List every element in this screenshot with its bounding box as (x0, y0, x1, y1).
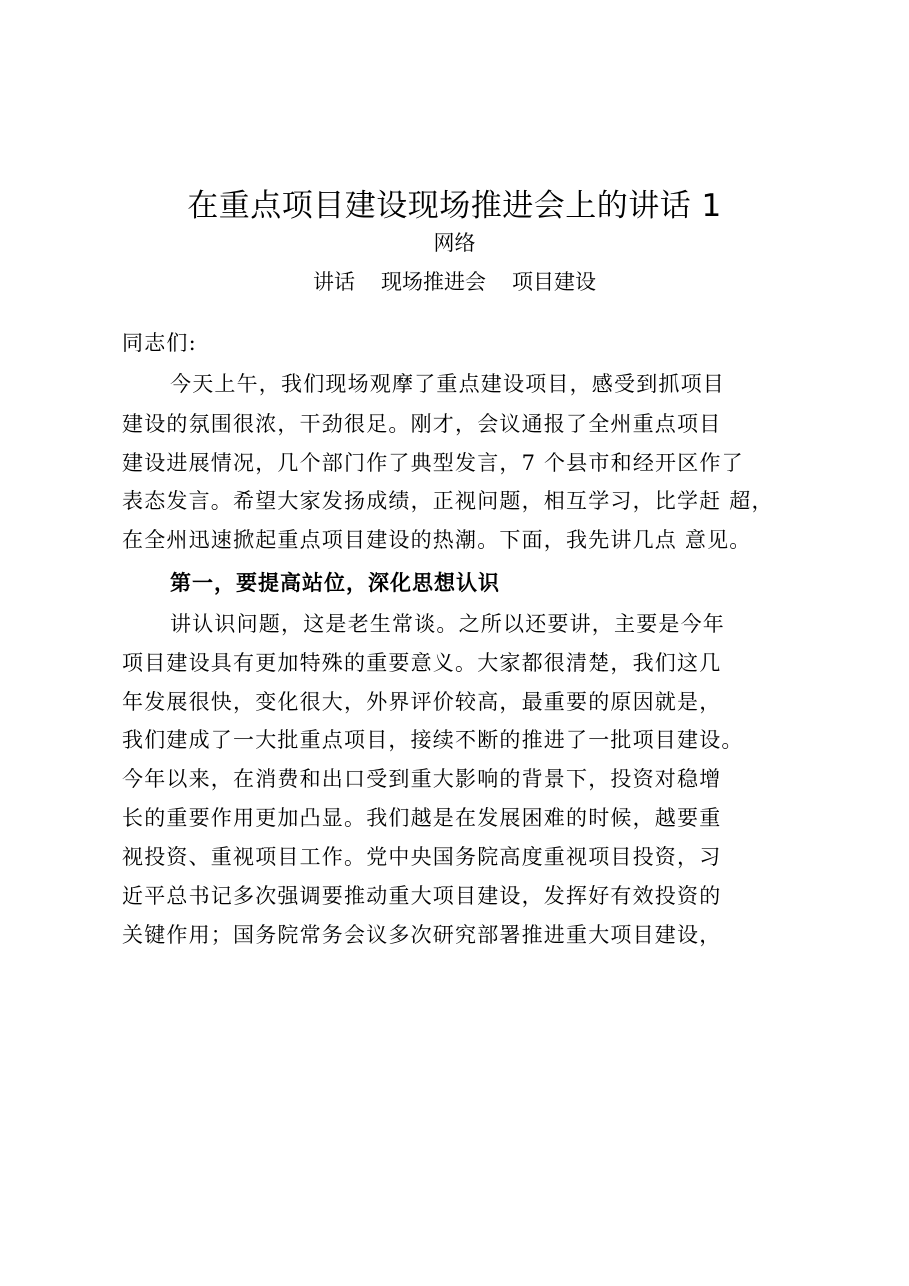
salutation: 同志们: (122, 331, 197, 355)
document-author: 网络 (433, 231, 476, 255)
paragraph-line: 表态发言。希望大家发扬成绩，正视问题，相互学习，比学赶 超， (122, 489, 774, 513)
keyword: 现场推进会 (381, 270, 486, 294)
document-body (122, 0, 812, 947)
paragraph-line: 长的重要作用更加凸显。我们越是在发展困难的时候，越要重 (122, 806, 722, 830)
section-heading: 第一，要提高站位，深化思想认识 (170, 570, 500, 595)
paragraph-line: 近平总书记多次强调要推动重大项目建设，发挥好有效投资的 (122, 884, 722, 908)
paragraph-line: 今年以来，在消费和出口受到重大影响的背景下，投资对稳增 (122, 767, 722, 791)
keyword: 讲话 (313, 270, 355, 294)
paragraph-line: 建设进展情况，几个部门作了典型发言，7 个县市和经开区作了 (122, 451, 744, 475)
paragraph-line: 在全州迅速掀起重点项目建设的热潮。下面，我先讲几点 意见。 (122, 528, 752, 552)
document-title: 在重点项目建设现场推进会上的讲话 1 (187, 188, 722, 224)
paragraph-line: 今天上午，我们现场观摩了重点建设项目，感受到抓项目 (170, 372, 725, 396)
paragraph-line: 我们建成了一大批重点项目，接续不断的推进了一批项目建设。 (122, 728, 744, 752)
paragraph-line: 年发展很快，变化很大，外界评价较高，最重要的原因就是， (122, 690, 722, 714)
keyword: 项目建设 (512, 270, 596, 294)
paragraph-line: 视投资、重视项目工作。党中央国务院高度重视项目投资，习 (122, 845, 722, 869)
paragraph-line: 关键作用；国务院常务会议多次研究部署推进重大项目建设， (122, 923, 722, 947)
paragraph-line: 建设的氛围很浓，干劲很足。刚才，会议通报了全州重点项目 (122, 412, 722, 436)
paragraph-line: 讲认识问题，这是老生常谈。之所以还要讲，主要是今年 (170, 612, 725, 636)
paragraph-line: 项目建设具有更加特殊的重要意义。大家都很清楚，我们这几 (122, 651, 722, 675)
